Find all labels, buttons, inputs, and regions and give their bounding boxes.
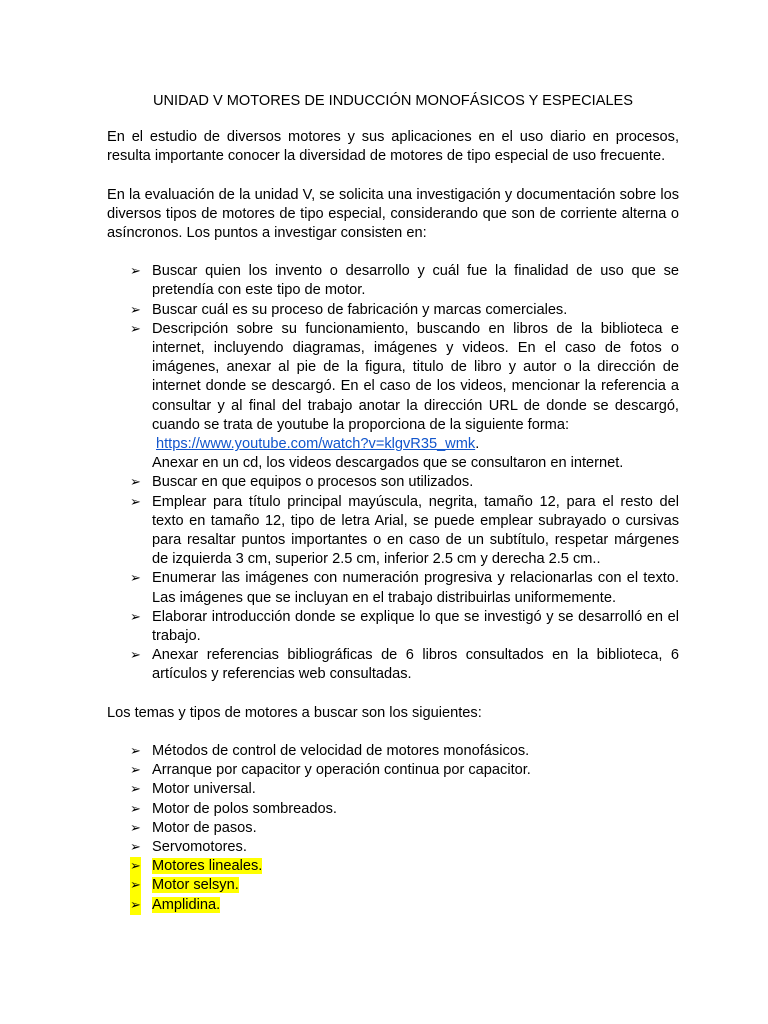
list-item [107,320,679,474]
list-item [107,301,679,320]
arrow-bullet-icon: ➢ [130,782,141,798]
highlighted-list-item [107,876,679,895]
arrow-bullet-icon: ➢ [130,763,141,779]
list-item-text: Motor de pasos. [152,819,257,836]
list-item-text: Descripción sobre su funcionamiento, buscando en libros de la biblioteca e internet, incluyendo diagramas, imágenes y videos. En el caso de fotos o imágenes, anexar al pie de la figura, titulo de libro y autor o la dirección de internet donde se descargó. En el caso de los videos, mencionar la referencia a consultar y al final del trabajo anotar la dirección URL de donde se descargó, cuando se trata de youtube la proporciona de la siguiente forma: [152,320,679,433]
list-item [107,819,679,838]
document-title: UNIDAD V MOTORES DE INDUCCIÓN MONOFÁSICOS Y ESPECIALES [152,93,634,109]
list-item-text: Buscar cuál es su proceso de fabricación y marcas comerciales. [152,301,568,318]
arrow-bullet-icon: ➢ [130,321,141,337]
document-page [107,92,679,934]
highlighted-list-item [107,857,679,876]
youtube-link-line [152,435,679,454]
arrow-bullet-icon: ➢ [130,876,141,895]
list-item [107,569,679,607]
list-item-text: Buscar quien los invento o desarrollo y cuál fue la finalidad de uso que se pretendía con este tipo de motor. [152,263,679,299]
youtube-link[interactable]: https://www.youtube.com/watch?v=klgvR35_wmk [156,436,476,453]
list-item [107,608,679,646]
list-item [107,262,679,300]
intro-paragraph: En el estudio de diversos motores y sus aplicaciones en el uso diario en procesos, resulta importante conocer la diversidad de motores de tipo especial de uso frecuente. [107,129,679,165]
topics-list [107,742,679,915]
arrow-bullet-icon: ➢ [130,494,141,510]
list-item [107,473,679,492]
list-item-text: Enumerar las imágenes con numeración progresiva y relacionarlas con el texto. Las imágenes que se incluyan en el trabajo distribuirlas uniformemente. [152,570,679,606]
arrow-bullet-icon: ➢ [130,475,141,491]
arrow-bullet-icon: ➢ [130,264,141,280]
arrow-bullet-icon: ➢ [130,839,141,855]
list-item [107,780,679,799]
evaluation-paragraph: En la evaluación de la unidad V, se solicita una investigación y documentación sobre los diversos tipos de motores de tipo especial, considerando que son de corriente alterna o asíncronos. Los puntos a investigar consisten en: [107,186,679,242]
list-item-text: Emplear para título principal mayúscula, negrita, tamaño 12, para el resto del texto en tamaño 12, tipo de letra Arial, se puede emplear subrayado o cursivas para resaltar puntos importantes o en caso de un subtítulo, respetar márgenes de izquierda 3 cm, superior 2.5 cm, inferior 2.5 cm y derecha 2.5 cm.. [152,493,679,568]
arrow-bullet-icon: ➢ [130,820,141,836]
list-item-text: Métodos de control de velocidad de motores monofásicos. [152,742,530,759]
research-points-list [107,262,679,684]
list-item-text: Motor de polos sombreados. [152,800,337,817]
arrow-bullet-icon: ➢ [130,302,141,318]
list-item [107,761,679,780]
topics-intro: Los temas y tipos de motores a buscar son los siguientes: [107,704,482,721]
list-item-text: Buscar en que equipos o procesos son utilizados. [152,474,474,491]
link-trailing-period: . [475,436,480,453]
arrow-bullet-icon: ➢ [130,648,141,664]
list-item-text: Servomotores. [152,838,247,855]
arrow-bullet-icon: ➢ [130,743,141,759]
list-item [107,742,679,761]
list-item [107,838,679,857]
highlighted-text: Motor selsyn. [152,877,239,894]
list-item [107,800,679,819]
highlighted-text: Amplidina. [152,896,221,913]
highlighted-list-item [107,896,679,915]
list-item [107,493,679,570]
arrow-bullet-icon: ➢ [130,571,141,587]
list-item-text: Motor universal. [152,781,256,798]
list-item [107,646,679,684]
video-note: Anexar en un cd, los videos descargados que se consultaron en internet. [152,455,624,472]
list-item-text: Anexar referencias bibliográficas de 6 libros consultados en la biblioteca, 6 artículos y referencias web consultadas. [152,647,679,683]
arrow-bullet-icon: ➢ [130,801,141,817]
arrow-bullet-icon: ➢ [130,609,141,625]
arrow-bullet-icon: ➢ [130,857,141,876]
arrow-bullet-icon: ➢ [130,896,141,915]
list-item-text: Arranque por capacitor y operación continua por capacitor. [152,762,531,779]
list-item-text: Elaborar introducción donde se explique lo que se investigó y se desarrolló en el trabajo. [152,608,679,645]
highlighted-text: Motores lineales. [152,858,263,875]
